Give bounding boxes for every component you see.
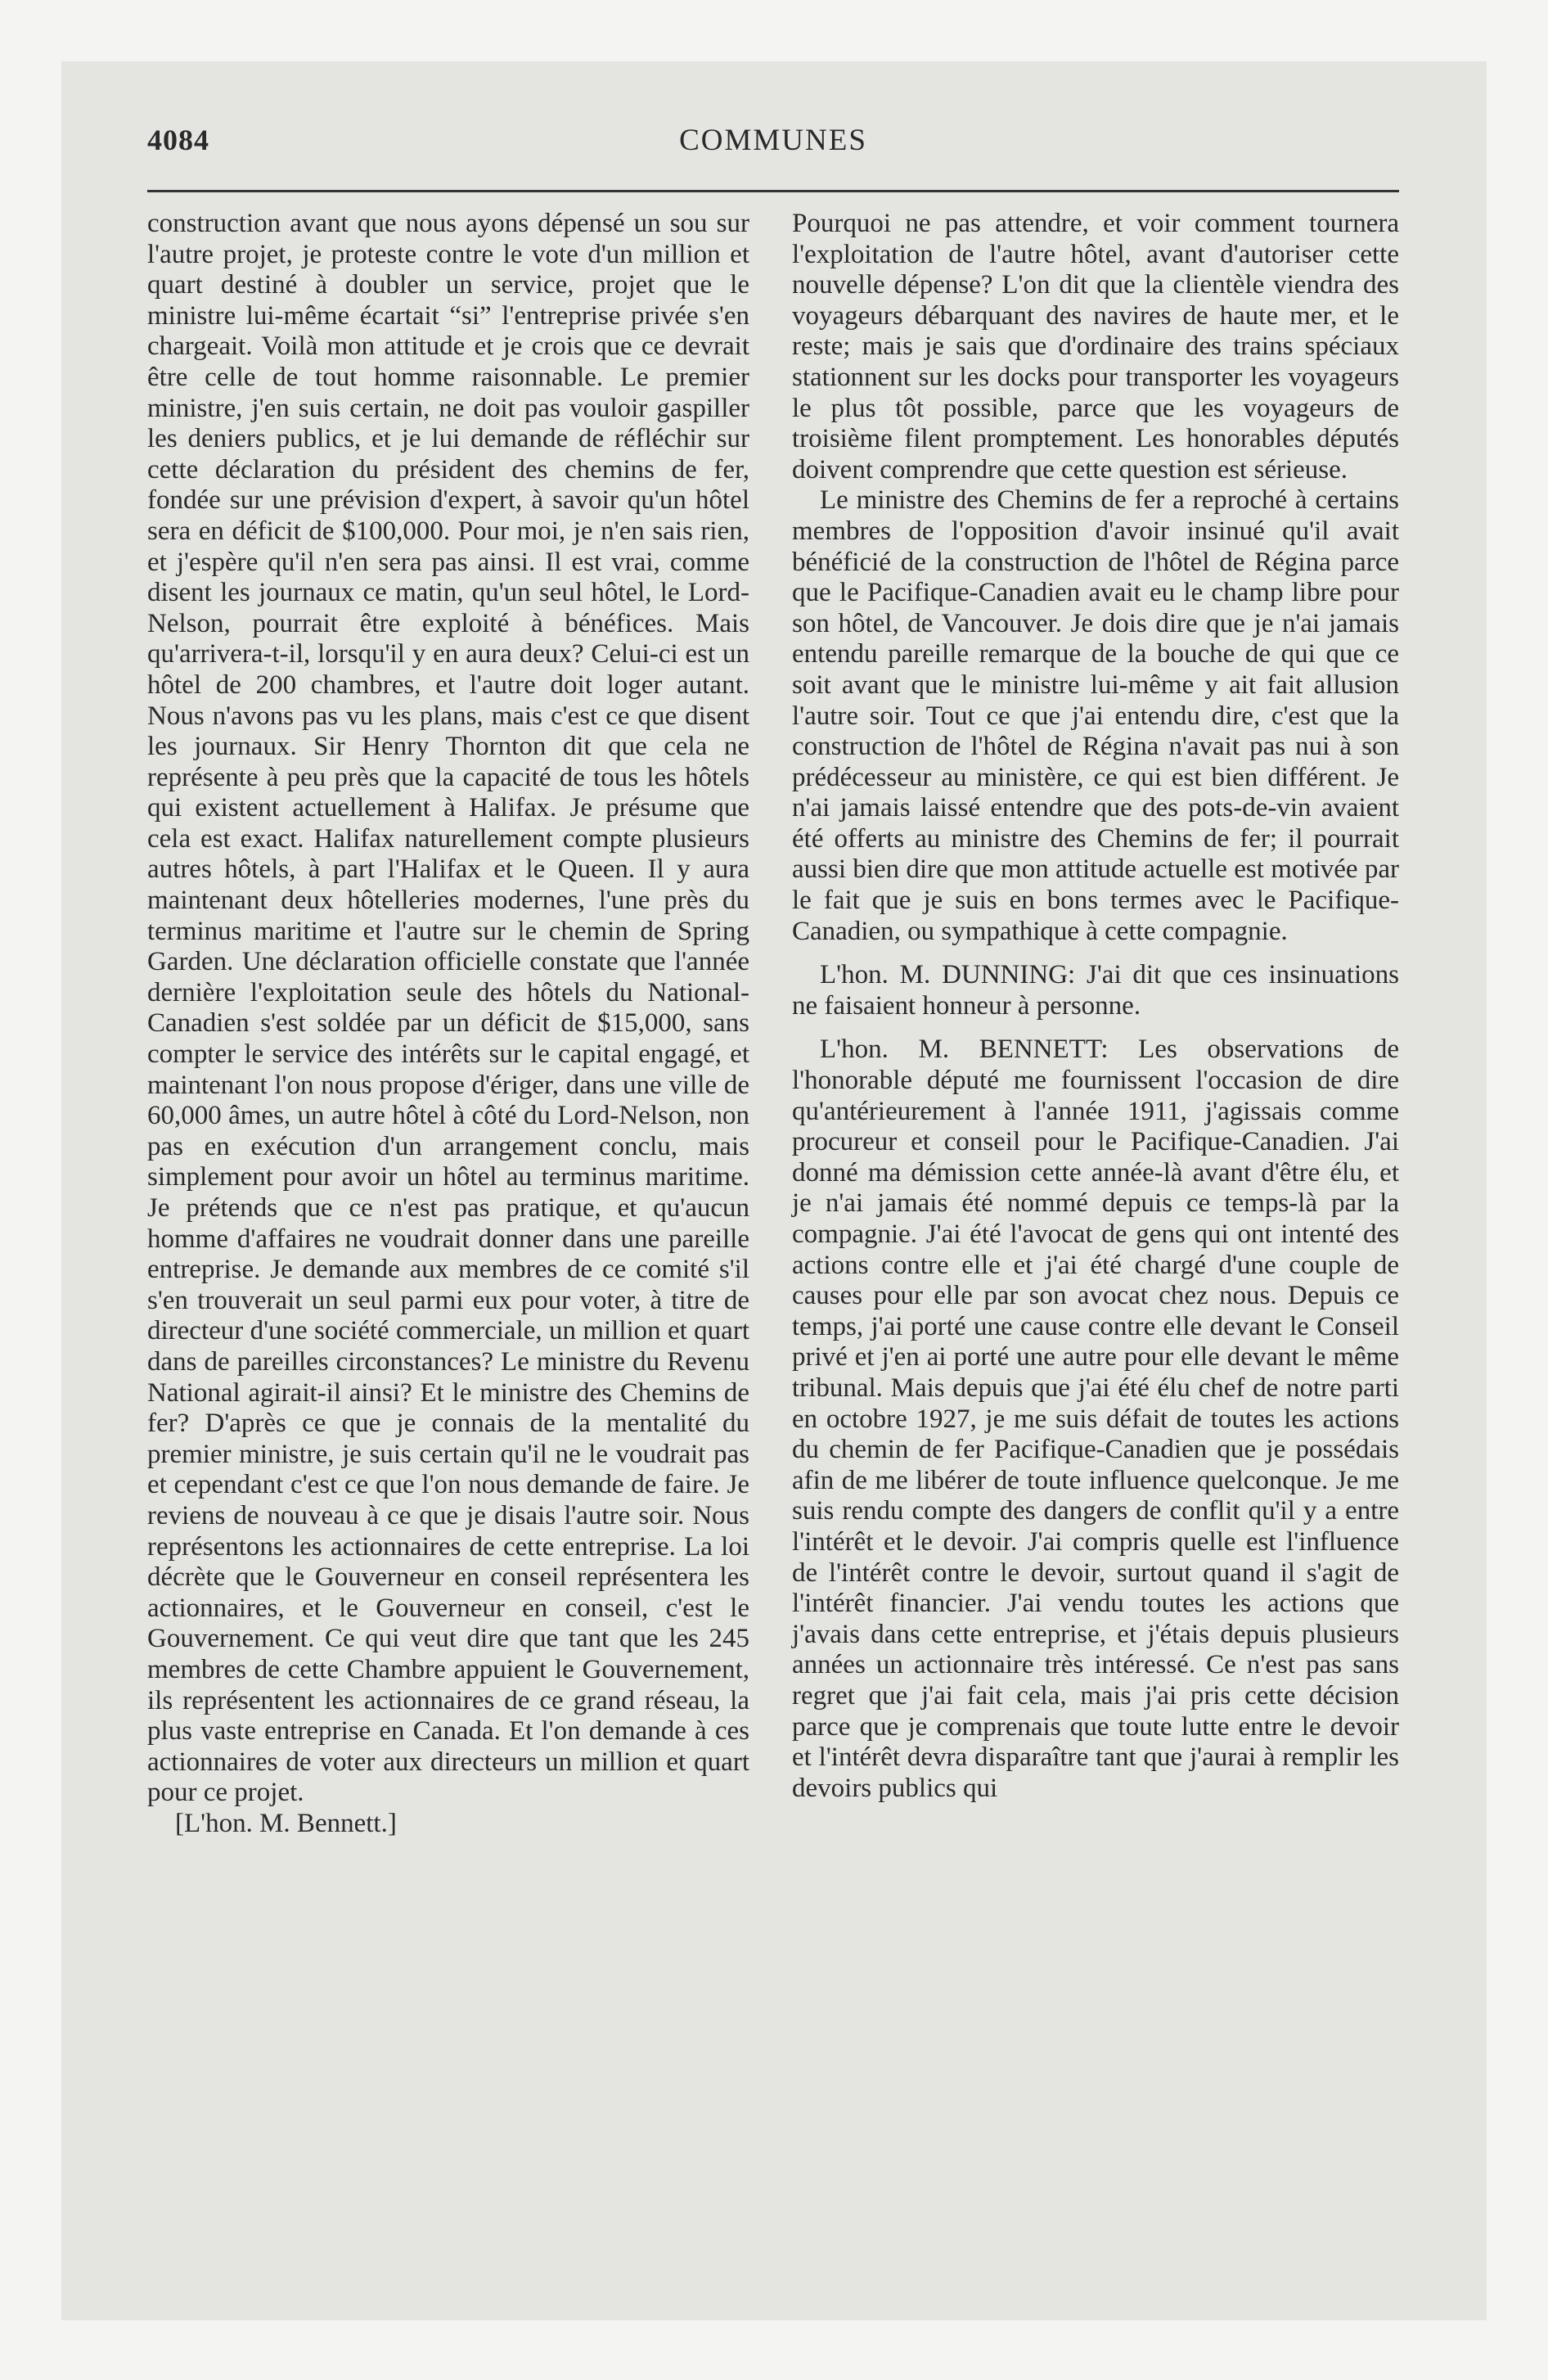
page-number: 4084 — [147, 124, 209, 156]
left-column — [147, 209, 749, 1839]
right-paragraph-2: Le ministre des Chemins de fer a reproché à certains membres de l'opposition d'avoir insinué qu'il avait bénéficié de la construction de l'hôtel de Régina parce que le Pacifique-Canadien avait eu le champ libre pour son hôtel, de Vancouver. Je dois dire que je n'ai jamais entendu pareille remarque de la bouche de qui que ce soit avant que le ministre lui-même y ait fait allusion l'autre soir. Tout ce que j'ai entendu dire, c'est que la construction de l'hôtel de Régina n'avait pas nui à son prédécesseur au ministère, ce qui est bien différent. Je n'ai jamais laissé entendre que des pots-de-vin avaient été offerts au ministre des Chemins de fer; il pourrait aussi bien dire que mon attitude actuelle est motivée par le fait que je suis en bons termes avec le Pacifique-Canadien, ou sympathique à cette compagnie. — [792, 485, 1399, 946]
right-column — [792, 209, 1399, 1804]
page-header — [147, 123, 1399, 172]
section-title: COMMUNES — [679, 124, 867, 157]
header-rule — [147, 190, 1399, 192]
right-paragraph-1: Pourquoi ne pas attendre, et voir comment tournera l'exploitation de l'autre hôtel, avant d'autoriser cette nouvelle dépense? L'on dit que la clientèle viendra des voyageurs débarquant des navires de haute mer, et le reste; mais je sais que d'ordinaire des trains spéciaux stationnent sur les docks pour transporter les voyageurs le plus tôt possible, parce que les voyageurs de troisième filent promptement. Les honorables députés doivent comprendre que cette question est sérieuse. — [792, 209, 1399, 485]
left-paragraph-1: construction avant que nous ayons dépensé un sou sur l'autre projet, je proteste contre le vote d'un million et quart destiné à doubler un service, projet que le ministre lui-même écartait “si” l'entreprise privée s'en chargeait. Voilà mon attitude et je crois que ce devrait être celle de tout homme raisonnable. Le premier ministre, j'en suis certain, ne doit pas vouloir gaspiller les deniers publics, et je lui demande de réfléchir sur cette déclaration du président des chemins de fer, fondée sur une prévision d'expert, à savoir qu'un hôtel sera en déficit de $100,000. Pour moi, je n'en sais rien, et j'espère qu'il n'en sera pas ainsi. Il est vrai, comme disent les journaux ce matin, qu'un seul hôtel, le Lord-Nelson, pourrait être exploité à bénéfices. Mais qu'arrivera-t-il, lorsqu'il y en aura deux? Celui-ci est un hôtel de 200 chambres, et l'autre doit loger autant. Nous n'avons pas vu les plans, mais c'est ce que disent les journaux. Sir Henry Thornton dit que cela ne représente à peu près que la capacité de tous les hôtels qui existent actuellement à Halifax. Je présume que cela est exact. Halifax naturellement compte plusieurs autres hôtels, à part l'Halifax et le Queen. Il y aura maintenant deux hôtelleries modernes, l'une près du terminus maritime et l'autre sur le chemin de Spring Garden. Une déclaration officielle constate que l'année dernière l'exploitation seule des hôtels du National-Canadien s'est soldée par un déficit de $15,000, sans compter le service des intérêts sur le capital engagé, et maintenant l'on nous propose d'ériger, dans une ville de 60,000 âmes, un autre hôtel à côté du Lord-Nelson, non pas en exécution d'un arrangement conclu, mais simplement pour avoir un hôtel au terminus maritime. Je prétends que ce n'est pas pratique, et qu'aucun homme d'affaires ne voudrait donner dans une pareille entreprise. Je demande aux membres de ce comité s'il s'en trouverait un seul parmi eux pour voter, à titre de directeur d'une société commerciale, un million et quart dans de pareilles circonstances? Le ministre du Revenu National agirait-il ainsi? Et le ministre des Chemins de fer? D'après ce que je connais de la mentalité du premier ministre, je suis certain qu'il ne le voudrait pas et cependant c'est ce que l'on nous demande de faire. Je reviens de nouveau à ce que je disais l'autre soir. Nous représentons les actionnaires de cette entreprise. La loi décrète que le Gouverneur en conseil représentera les actionnaires, et le Gouverneur en conseil, c'est le Gouvernement. Ce qui veut dire que tant que les 245 membres de cette Chambre appuient le Gouvernement, ils représentent les actionnaires de ce grand réseau, la plus vaste entreprise en Canada. Et l'on demande à ces actionnaires de voter aux directeurs un million et quart pour ce projet. — [147, 209, 749, 1808]
right-paragraph-4: L'hon. M. BENNETT: Les observations de l'honorable député me fournissent l'occasion de dire qu'antérieurement à l'année 1911, j'agissais comme procureur et conseil pour le Pacifique-Canadien. J'ai donné ma démission cette année-là avant d'être élu, et je n'ai jamais été nommé depuis ce temps-là par la compagnie. J'ai été l'avocat de gens qui ont intenté des actions contre elle et j'ai été chargé d'une couple de causes pour elle par son avocat chez nous. Depuis ce temps, j'ai porté une cause contre elle devant le Conseil privé et j'en ai porté une autre pour elle devant le même tribunal. Mais depuis que j'ai été élu chef de notre parti en octobre 1927, je me suis défait de toutes les actions du chemin de fer Pacifique-Canadien que je possédais afin de me libérer de toute influence quelconque. Je me suis rendu compte des dangers de conflit qu'il y a entre l'intérêt et le devoir. J'ai compris quelle est l'influence de l'intérêt contre le devoir, surtout quand il s'agit de l'intérêt financier. J'ai vendu toutes les actions que j'avais dans cette entreprise, et j'étais depuis plusieurs années un actionnaire très intéressé. Ce n'est pas sans regret que j'ai fait cela, mais j'ai pris cette décision parce que je comprenais que toute lutte entre le devoir et l'intérêt devra disparaître tant que j'aurai à remplir les devoirs publics qui — [792, 1034, 1399, 1803]
speaker-attribution: [L'hon. M. Bennett.] — [175, 1808, 397, 1838]
right-paragraph-3: L'hon. M. DUNNING: J'ai dit que ces insinuations ne faisaient honneur à personne. — [792, 960, 1399, 1021]
